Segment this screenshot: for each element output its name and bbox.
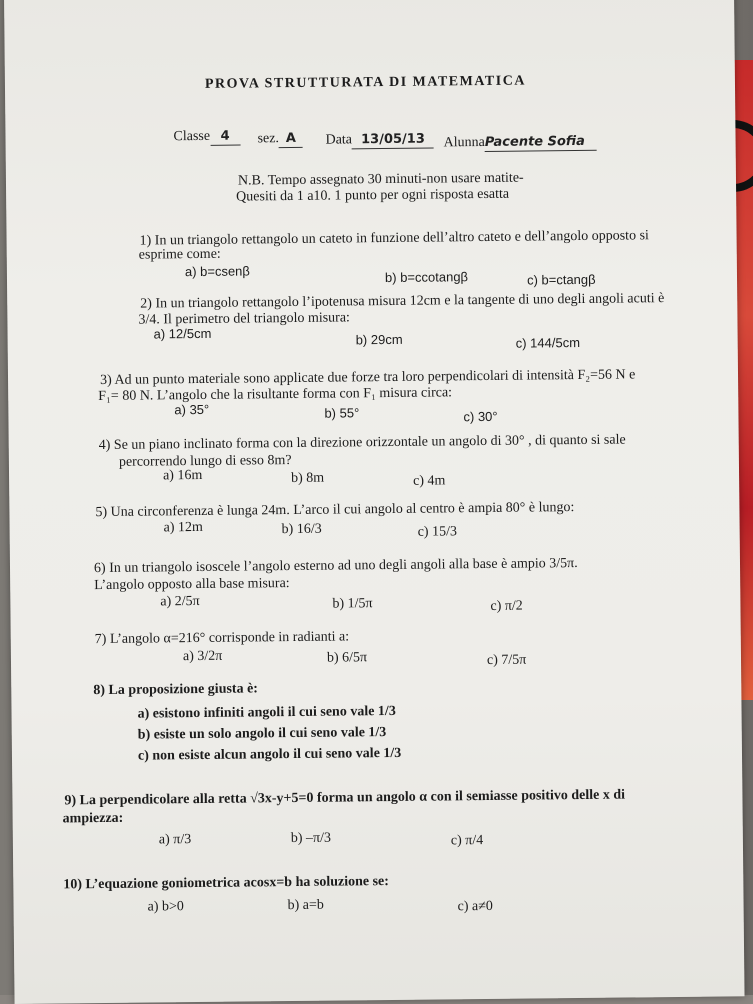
- q2-text-line1: 2) In un triangolo rettangolo l’ipotenusa misura 12cm e la tangente di uno degli angoli acuti è: [140, 291, 665, 312]
- page-title: PROVA STRUTTURATA DI MATEMATICA: [204, 73, 526, 92]
- q4-option-c: c) 4m: [413, 473, 446, 489]
- q8-text-line1: 8) La proposizione giusta è:: [93, 681, 259, 699]
- q7-option-a: a) 3/2π: [182, 648, 223, 665]
- q9-text-line1: 9) La perpendicolare alla retta √3x-y+5=0 forma un angolo α con il semiasse positivo delle x di: [64, 787, 626, 809]
- sez-field: [257, 131, 303, 148]
- q4-option-a: a) 16m: [162, 467, 203, 484]
- classe-label: Classe: [173, 128, 211, 145]
- q7-option-c: c) 7/5π: [486, 652, 527, 668]
- q4-option-b: b) 8m: [291, 470, 325, 487]
- q5-option-b: b) 16/3: [281, 521, 322, 538]
- q5-option-c: c) 15/3: [417, 524, 458, 540]
- q7-text-line1: 7) L’angolo α=216° corrisponde in radianti a:: [94, 629, 350, 648]
- q6-text-line1: 6) In un triangolo isoscele l’angolo esterno ad uno degli angoli alla base è ampio 3/5π.: [93, 556, 578, 577]
- q3-option-b: b) 55°: [324, 405, 360, 421]
- data-label: Data: [325, 132, 353, 148]
- q7-option-b: b) 6/5π: [326, 650, 368, 666]
- q9-text-line2: ampiezza:: [62, 810, 124, 827]
- data-value: 13/05/13: [352, 132, 434, 150]
- q6-option-c: c) π/2: [490, 598, 523, 614]
- alunna-label: Alunna: [443, 134, 485, 151]
- q5-text-line1: 5) Una circonferenza è lunga 24m. L’arco il cui angolo al centro è ampia 80° è lungo:: [95, 500, 575, 521]
- q9-option-b: b) –π/3: [290, 830, 332, 847]
- q3-option-c: c) 30°: [463, 408, 498, 425]
- q2-option-a: a) 12/5cm: [153, 325, 212, 342]
- sez-value: A: [279, 131, 303, 148]
- q9-option-c: c) π/4: [450, 833, 484, 849]
- q1-option-c: c) b=ctangβ: [526, 271, 596, 288]
- q10-option-b: b) a=b: [287, 897, 324, 914]
- q6-text-line2: L’angolo opposto alla base misura:: [94, 576, 290, 594]
- alunna-value: Pacente Sofia: [485, 134, 597, 152]
- q2-option-b: b) 29cm: [355, 331, 403, 348]
- q2-option-c: c) 144/5cm: [515, 334, 581, 351]
- q10-option-a: a) b>0: [147, 899, 184, 915]
- alunna-field: [444, 134, 597, 153]
- exam-sheet: [4, 0, 745, 1004]
- q3-option-a: a) 35°: [174, 401, 210, 418]
- q1-text-line1: 1) In un triangolo rettangolo un cateto in funzione dell’altro cateto e dell’angolo opposto si: [139, 228, 649, 249]
- q4-text-line1: 4) Se un piano inclinato forma con la direzione orizzontale un angolo di 30° , di quanto si sale: [98, 432, 626, 454]
- q2-text-line2: 3/4. Il perimetro del triangolo misura:: [138, 310, 351, 328]
- q6-option-b: b) 1/5π: [332, 596, 373, 612]
- q1-text-line2: esprime come:: [138, 246, 221, 263]
- q8-option-a: a) esistono infiniti angoli il cui seno vale 1/3: [137, 703, 396, 722]
- q1-option-a: a) b=csenβ: [184, 263, 250, 280]
- q10-option-c: c) a≠0: [457, 898, 493, 915]
- classe-field: [173, 129, 240, 147]
- note-line-2: Quesiti da 1 a10. 1 punto per ogni risposta esatta: [236, 186, 510, 205]
- q6-option-a: a) 2/5π: [160, 593, 200, 610]
- q4-text-line2: percorrendo lungo di esso 8m?: [118, 453, 292, 470]
- q10-text-line1: 10) L’equazione goniometrica acosx=b ha soluzione se:: [63, 874, 389, 893]
- q1-option-b: b) b=ccotangβ: [384, 269, 469, 286]
- q3-text-line1: 3) Ad un punto materiale sono applicate due forze tra loro perpendicolari di intensità F₂=56 N e: [99, 367, 636, 389]
- q8-option-b: b) esiste un solo angolo il cui seno vale 1/3: [137, 725, 387, 743]
- q3-text-line2: F₁= 80 N. L’angolo che la risultante forma con F₁ misura circa:: [98, 385, 453, 405]
- q8-option-c: c) non esiste alcun angolo il cui seno vale 1/3: [137, 745, 402, 764]
- classe-value: 4: [210, 129, 240, 146]
- q5-option-a: a) 12m: [163, 519, 203, 536]
- note-line-1: N.B. Tempo assegnato 30 minuti-non usare matite-: [237, 170, 524, 189]
- data-field: [325, 132, 434, 150]
- sez-label: sez.: [257, 131, 279, 147]
- q9-option-a: a) π/3: [158, 832, 192, 848]
